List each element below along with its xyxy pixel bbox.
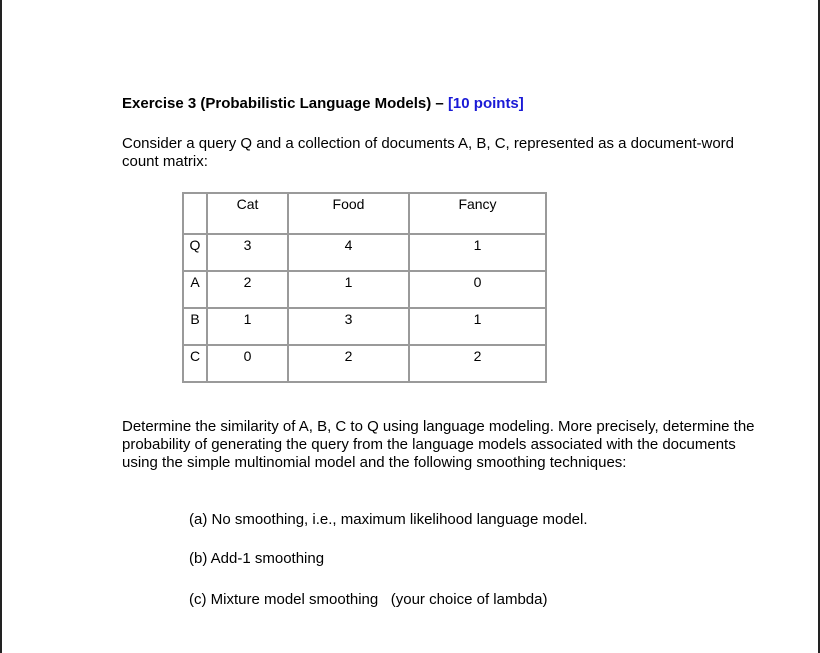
corner-cell bbox=[183, 193, 207, 234]
count-matrix-table bbox=[182, 192, 547, 383]
row-label-a: A bbox=[183, 271, 207, 308]
table-row bbox=[183, 234, 546, 271]
table-cell: 3 bbox=[207, 234, 288, 271]
exercise-title-text: Exercise 3 (Probabilistic Language Models) – bbox=[122, 95, 448, 112]
table-header-row bbox=[183, 193, 546, 234]
table-cell: 2 bbox=[288, 345, 409, 382]
exercise-title bbox=[122, 95, 524, 112]
table-row bbox=[183, 308, 546, 345]
table-cell: 2 bbox=[207, 271, 288, 308]
column-header-cat: Cat bbox=[207, 193, 288, 234]
option-c: (c) Mixture model smoothing (your choice of lambda) bbox=[189, 591, 548, 608]
column-header-food: Food bbox=[288, 193, 409, 234]
table-row bbox=[183, 345, 546, 382]
table-row bbox=[183, 271, 546, 308]
task-paragraph: Determine the similarity of A, B, C to Q using language modeling. More precisely, determine the probability of generating the query from the language models associated with the documents using the simple multinomial model and the following smoothing techniques: bbox=[122, 418, 755, 471]
table-cell: 1 bbox=[288, 271, 409, 308]
table-cell: 4 bbox=[288, 234, 409, 271]
row-label-c: C bbox=[183, 345, 207, 382]
exercise-points: [10 points] bbox=[447, 95, 524, 112]
table-cell: 1 bbox=[409, 308, 546, 345]
option-b: (b) Add-1 smoothing bbox=[189, 550, 325, 567]
table-cell: 1 bbox=[409, 234, 546, 271]
column-header-fancy: Fancy bbox=[409, 193, 546, 234]
intro-paragraph: Consider a query Q and a collection of documents A, B, C, represented as a document-word count matrix: bbox=[122, 135, 734, 170]
row-label-q: Q bbox=[183, 234, 207, 271]
table-cell: 2 bbox=[409, 345, 546, 382]
table-cell: 0 bbox=[409, 271, 546, 308]
table-cell: 3 bbox=[288, 308, 409, 345]
table-cell: 0 bbox=[207, 345, 288, 382]
option-a: (a) No smoothing, i.e., maximum likelihood language model. bbox=[189, 511, 588, 528]
row-label-b: B bbox=[183, 308, 207, 345]
page-left-border bbox=[0, 0, 2, 653]
table-cell: 1 bbox=[207, 308, 288, 345]
